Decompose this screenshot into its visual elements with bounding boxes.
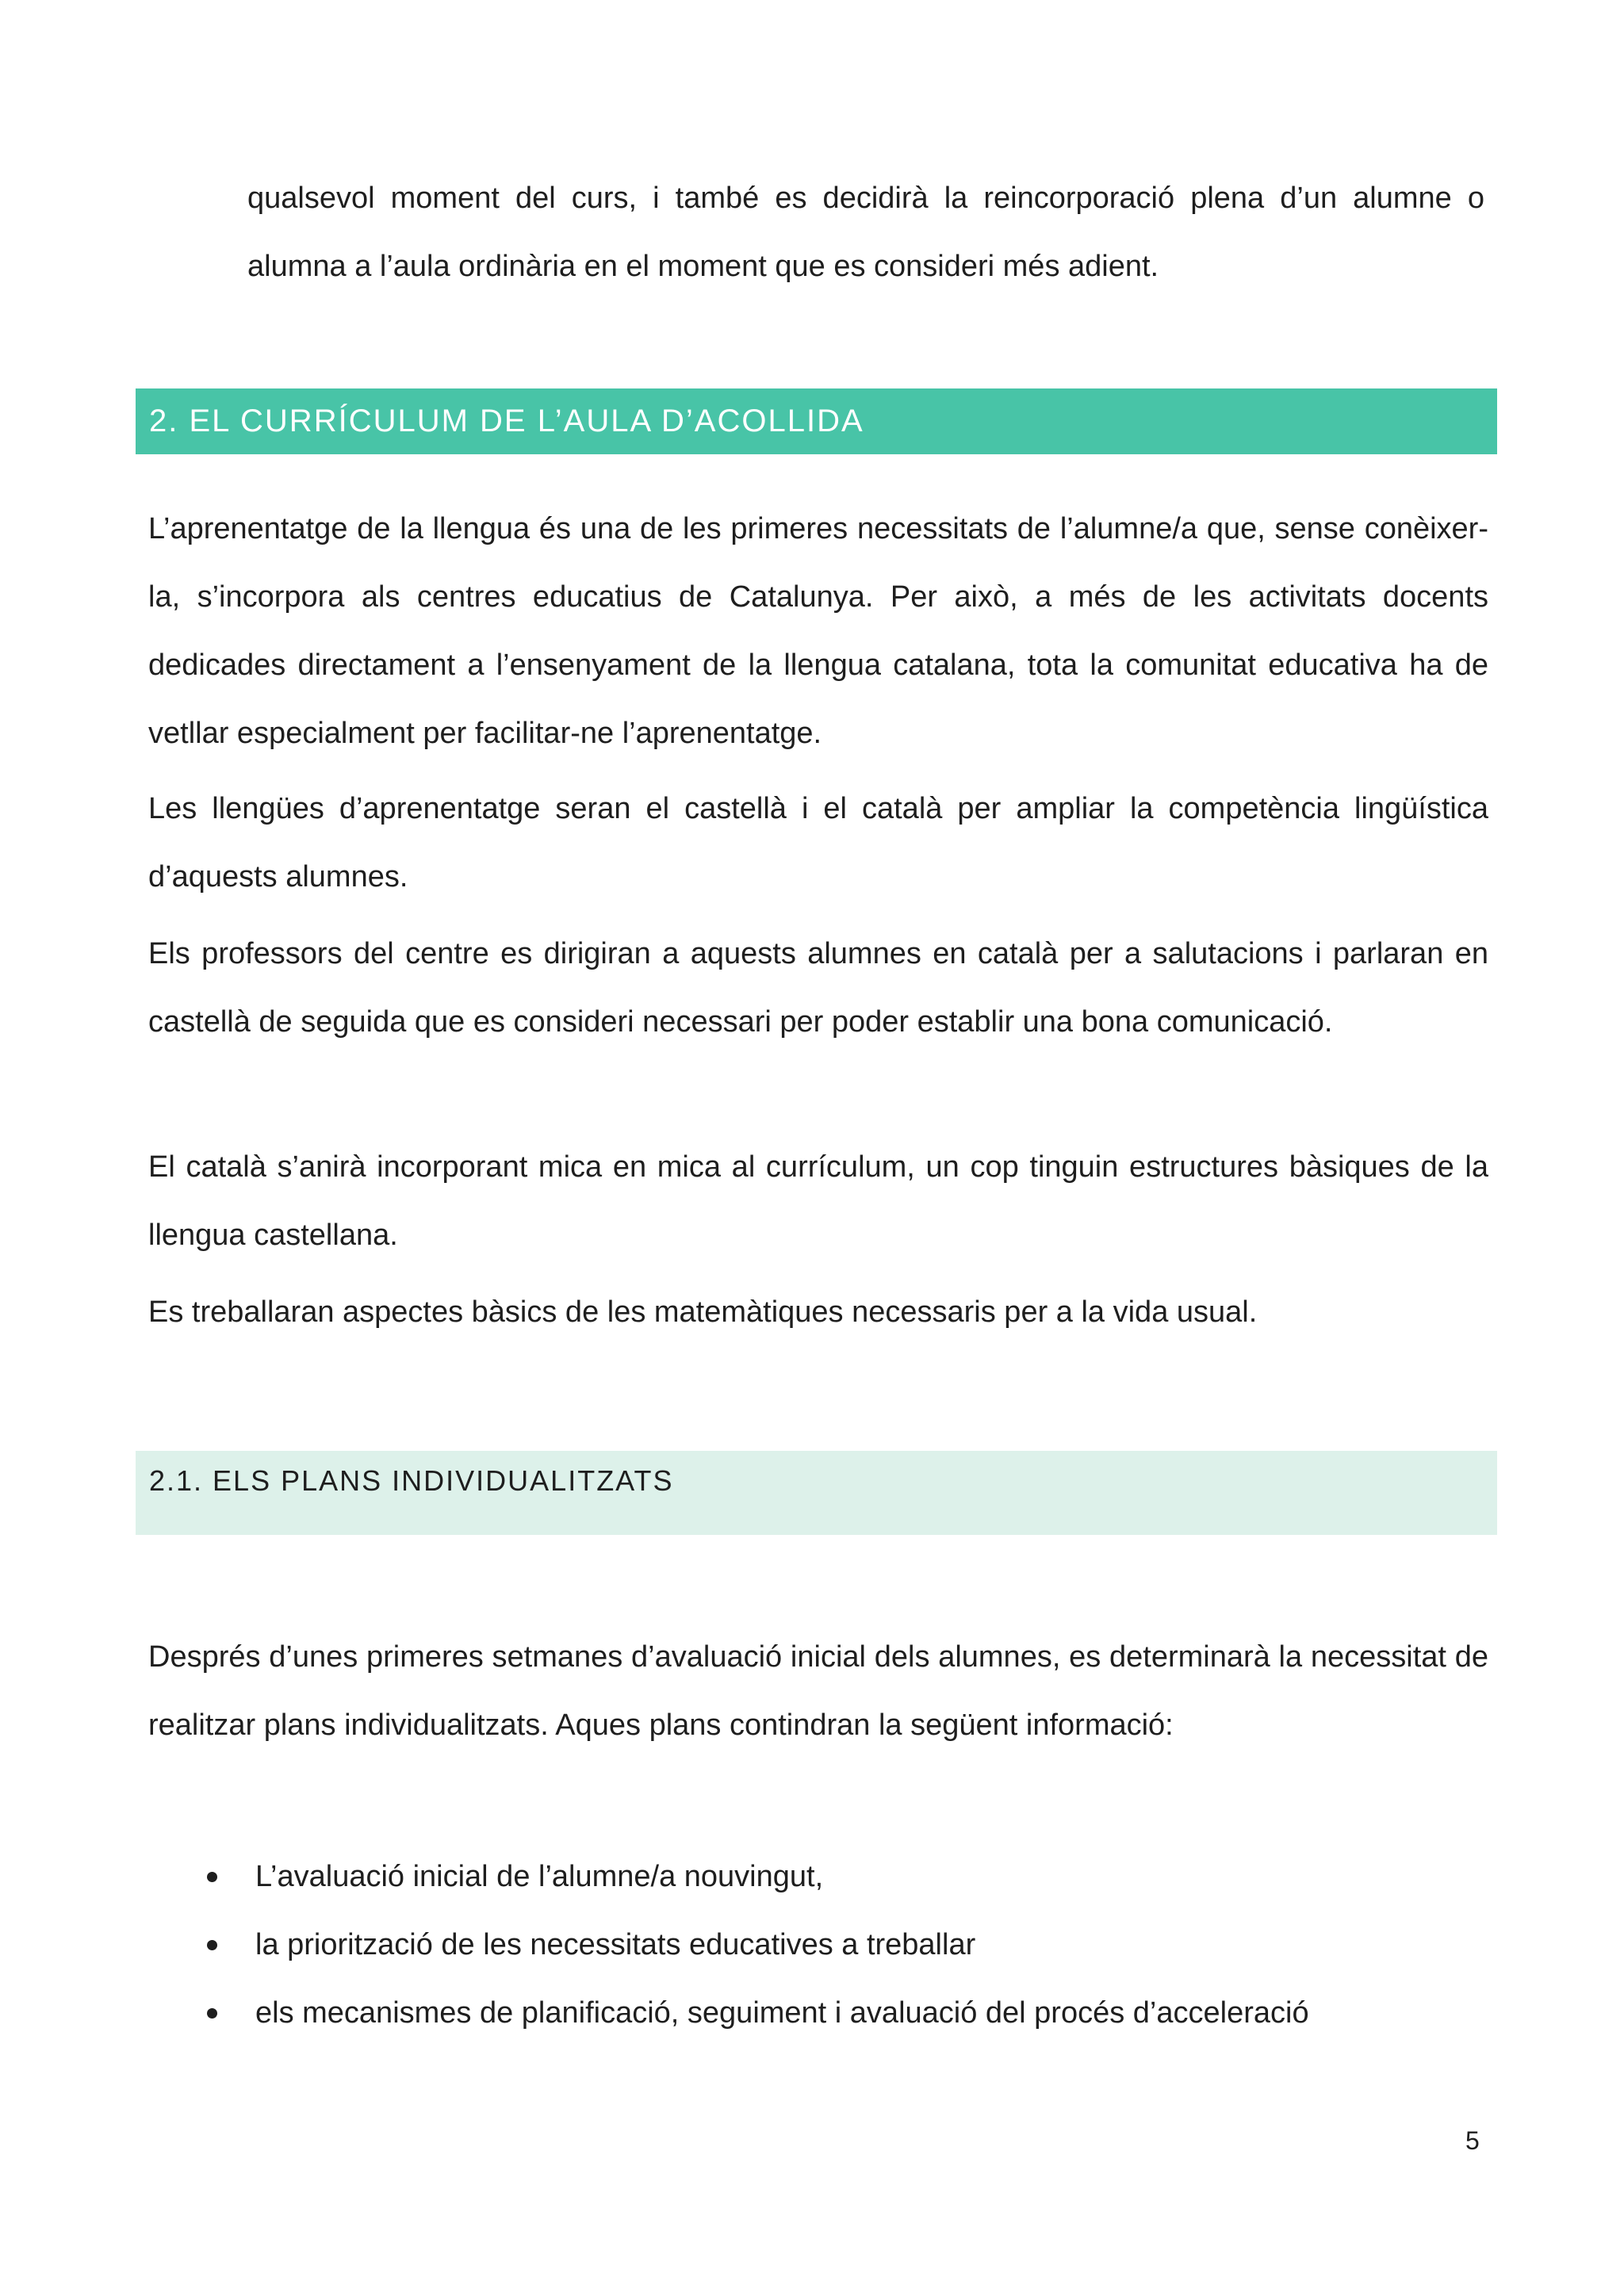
list-item-text: L’avaluació inicial de l’alumne/a nouvingut,	[255, 1860, 824, 1893]
list-item-text: la priorització de les necessitats educatives a treballar	[255, 1928, 976, 1961]
bullet-icon	[207, 2008, 217, 2019]
paragraph-teachers: Els professors del centre es dirigiran a aquests alumnes en català per a salutacions i parlaran en castellà de seguida que es consideri necessari per poder establir una bona comunicació.	[148, 937, 1488, 1039]
paragraph-learning-languages: Les llengües d’aprenentatge seran el castellà i el català per ampliar la competència lingüística d’aquests alumnes.	[148, 792, 1488, 894]
plan-contents-list	[198, 1843, 1488, 2047]
bullet-icon	[207, 1872, 217, 1882]
paragraph-individual-plans: Després d’unes primeres setmanes d’avaluació inicial dels alumnes, es determinarà la necessitat de realitzar plans individualitzats. Aques plans contindran la següent informació:	[148, 1640, 1488, 1742]
intro-paragraph: qualsevol moment del curs, i també es decidirà la reincorporació plena d’un alumne o alumna a l’aula ordinària en el moment que es consideri més adient.	[247, 182, 1484, 283]
section-heading-curriculum: 2. EL CURRÍCULUM DE L’AULA D’ACOLLIDA	[136, 388, 1497, 454]
bullet-icon	[207, 1940, 217, 1950]
paragraph-catalan-incorporation: El català s’anirà incorporant mica en mica al currículum, un cop tinguin estructures bàsiques de la llengua castellana.	[148, 1150, 1488, 1252]
list-item	[198, 1979, 1488, 2047]
list-item	[198, 1911, 1488, 1979]
paragraph-language-learning: L’aprenentatge de la llengua és una de les primeres necessitats de l’alumne/a que, sense conèixer-la, s’incorpora als centres educatius de Catalunya. Per això, a més de les activitats docents dedicades directament a l’ensenyament de la llengua catalana, tota la comunitat educativa ha de vetllar especialment per facilitar-ne l’aprenentatge.	[148, 512, 1488, 750]
list-item-text: els mecanismes de planificació, seguiment i avaluació del procés d’acceleració	[255, 1996, 1309, 2030]
subsection-heading-individual-plans: 2.1. ELS PLANS INDIVIDUALITZATS	[136, 1451, 1497, 1535]
list-item	[198, 1843, 1488, 1911]
page-number: 5	[1465, 2126, 1480, 2155]
paragraph-mathematics: Es treballaran aspectes bàsics de les matemàtiques necessaris per a la vida usual.	[148, 1295, 1258, 1329]
